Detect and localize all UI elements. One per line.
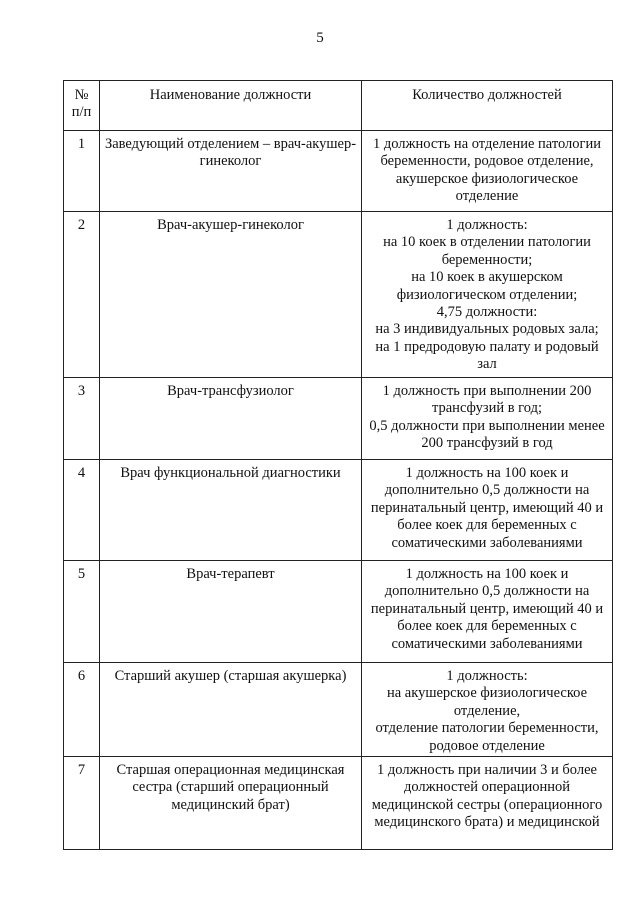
count-line: на акушерское физиологическое отделение,: [386, 685, 588, 719]
table-row: [64, 663, 613, 757]
position-name: Врач-акушер-гинеколог: [100, 212, 362, 378]
position-count: [362, 212, 613, 378]
table-row: [64, 378, 613, 460]
row-number: 6: [64, 663, 100, 757]
position-count: [362, 663, 613, 757]
count-line: 1 должность при выполнении 200 трансфузий в год;: [382, 383, 592, 417]
position-count: [362, 460, 613, 561]
count-line: на 10 коек в акушерском физиологическом отделении;: [396, 269, 578, 303]
count-line: на 1 предродовую палату и родовый зал: [375, 338, 599, 373]
count-line: на 10 коек в отделении патологии беременности;: [383, 234, 591, 268]
count-line: 1 должность на отделение патологии беременности, родовое отделение, акушерское физиологическое отделение: [372, 136, 601, 205]
position-count: [362, 131, 613, 212]
staff-table: [63, 80, 613, 850]
row-number: 2: [64, 212, 100, 378]
table-row: [64, 757, 613, 850]
table-row: [64, 131, 613, 212]
position-count: [362, 378, 613, 460]
count-line: на 3 индивидуальных родовых зала;: [375, 321, 599, 338]
table-header-row: [64, 81, 613, 131]
header-number: № п/п: [64, 81, 100, 131]
count-line: 4,75 должности:: [436, 304, 538, 321]
row-number: 3: [64, 378, 100, 460]
table-row: [64, 212, 613, 378]
position-count: [362, 757, 613, 850]
position-name: Заведующий отделением – врач-акушер-гинеколог: [100, 131, 362, 212]
page-number: 5: [316, 30, 324, 46]
count-line: 1 должность на 100 коек и дополнительно 0,5 должности на перинатальный центр, имеющий 40 и более коек для беременных с соматическими заболеваниями: [370, 465, 604, 551]
position-name: Врач функциональной диагностики: [100, 460, 362, 561]
header-position-name: Наименование должности: [100, 81, 362, 131]
position-name: Врач-трансфузиолог: [100, 378, 362, 460]
count-line: отделение патологии беременности, родовое отделение: [375, 720, 599, 754]
row-number: 1: [64, 131, 100, 212]
position-name: Старшая операционная медицинская сестра (старший операционный медицинский брат): [100, 757, 362, 850]
table-row: [64, 460, 613, 561]
count-line: 1 должность:: [446, 668, 528, 684]
row-number: 5: [64, 561, 100, 663]
count-line: 1 должность:: [446, 217, 528, 233]
count-line: 0,5 должности при выполнении менее 200 трансфузий в год: [369, 417, 605, 452]
position-name: Старший акушер (старшая акушерка): [100, 663, 362, 757]
position-count: [362, 561, 613, 663]
row-number: 7: [64, 757, 100, 850]
count-line: 1 должность при наличии 3 и более должностей операционной медицинской сестры (операционного медицинского брата) и медицинской: [371, 762, 603, 831]
count-line: 1 должность на 100 коек и дополнительно 0,5 должности на перинатальный центр, имеющий 40 и более коек для беременных с соматическими заболеваниями: [370, 566, 604, 652]
position-name: Врач-терапевт: [100, 561, 362, 663]
row-number: 4: [64, 460, 100, 561]
header-position-count: Количество должностей: [362, 81, 613, 131]
table-row: [64, 561, 613, 663]
